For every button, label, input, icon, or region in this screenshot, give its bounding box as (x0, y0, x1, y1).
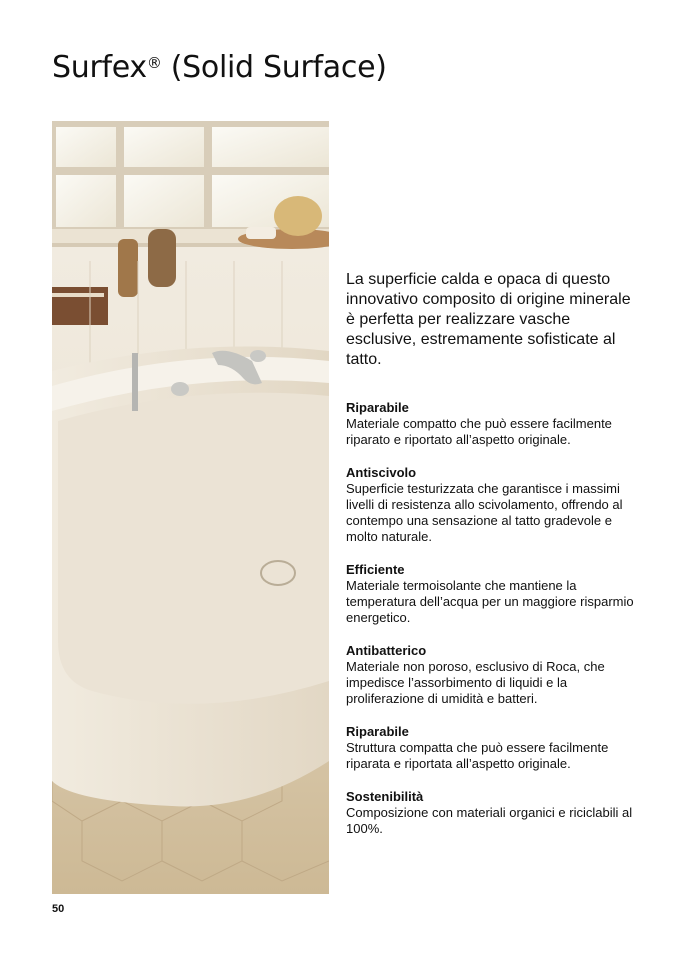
feature-item (346, 400, 636, 448)
feature-text: Superficie testurizzata che garantisce i massimi livelli di resistenza allo scivolamento, offrendo al contempo una sensazione al tatto gradevole e molto naturale. (346, 481, 623, 544)
features-list (346, 400, 636, 854)
feature-text: Composizione con materiali organici e riciclabili al 100%. (346, 805, 633, 836)
feature-title: Riparabile (346, 400, 409, 415)
feature-text: Materiale compatto che può essere facilmente riparato e riportato all’aspetto originale. (346, 416, 612, 447)
feature-title: Riparabile (346, 724, 409, 739)
feature-text: Materiale termoisolante che mantiene la temperatura dell’acqua per un maggiore risparmio energetico. (346, 578, 634, 625)
feature-item (346, 724, 636, 772)
registered-mark: ® (146, 54, 162, 72)
intro-text: La superficie calda e opaca di questo innovativo composito di origine minerale è perfetta per realizzare vasche esclusive, estremamente sofisticate al tatto. (346, 271, 631, 368)
feature-item (346, 562, 636, 626)
feature-item (346, 643, 636, 707)
feature-item (346, 789, 636, 837)
title-main: Surfex (52, 50, 147, 85)
feature-text: Struttura compatta che può essere facilmente riparata e riportata all’aspetto originale. (346, 740, 609, 771)
title-suffix: (Solid Surface) (161, 50, 387, 85)
feature-title: Efficiente (346, 562, 405, 577)
page-number: 50 (52, 903, 65, 915)
feature-item (346, 465, 636, 545)
feature-title: Antiscivolo (346, 465, 417, 480)
bathtub-photo (52, 121, 329, 894)
feature-text: Materiale non poroso, esclusivo di Roca, che impedisce l’assorbimento di liquidi e la proliferazione di umidità e batteri. (346, 659, 605, 706)
feature-title: Antibatterico (346, 643, 427, 658)
page-title (52, 50, 387, 85)
feature-title: Sostenibilità (346, 789, 424, 804)
